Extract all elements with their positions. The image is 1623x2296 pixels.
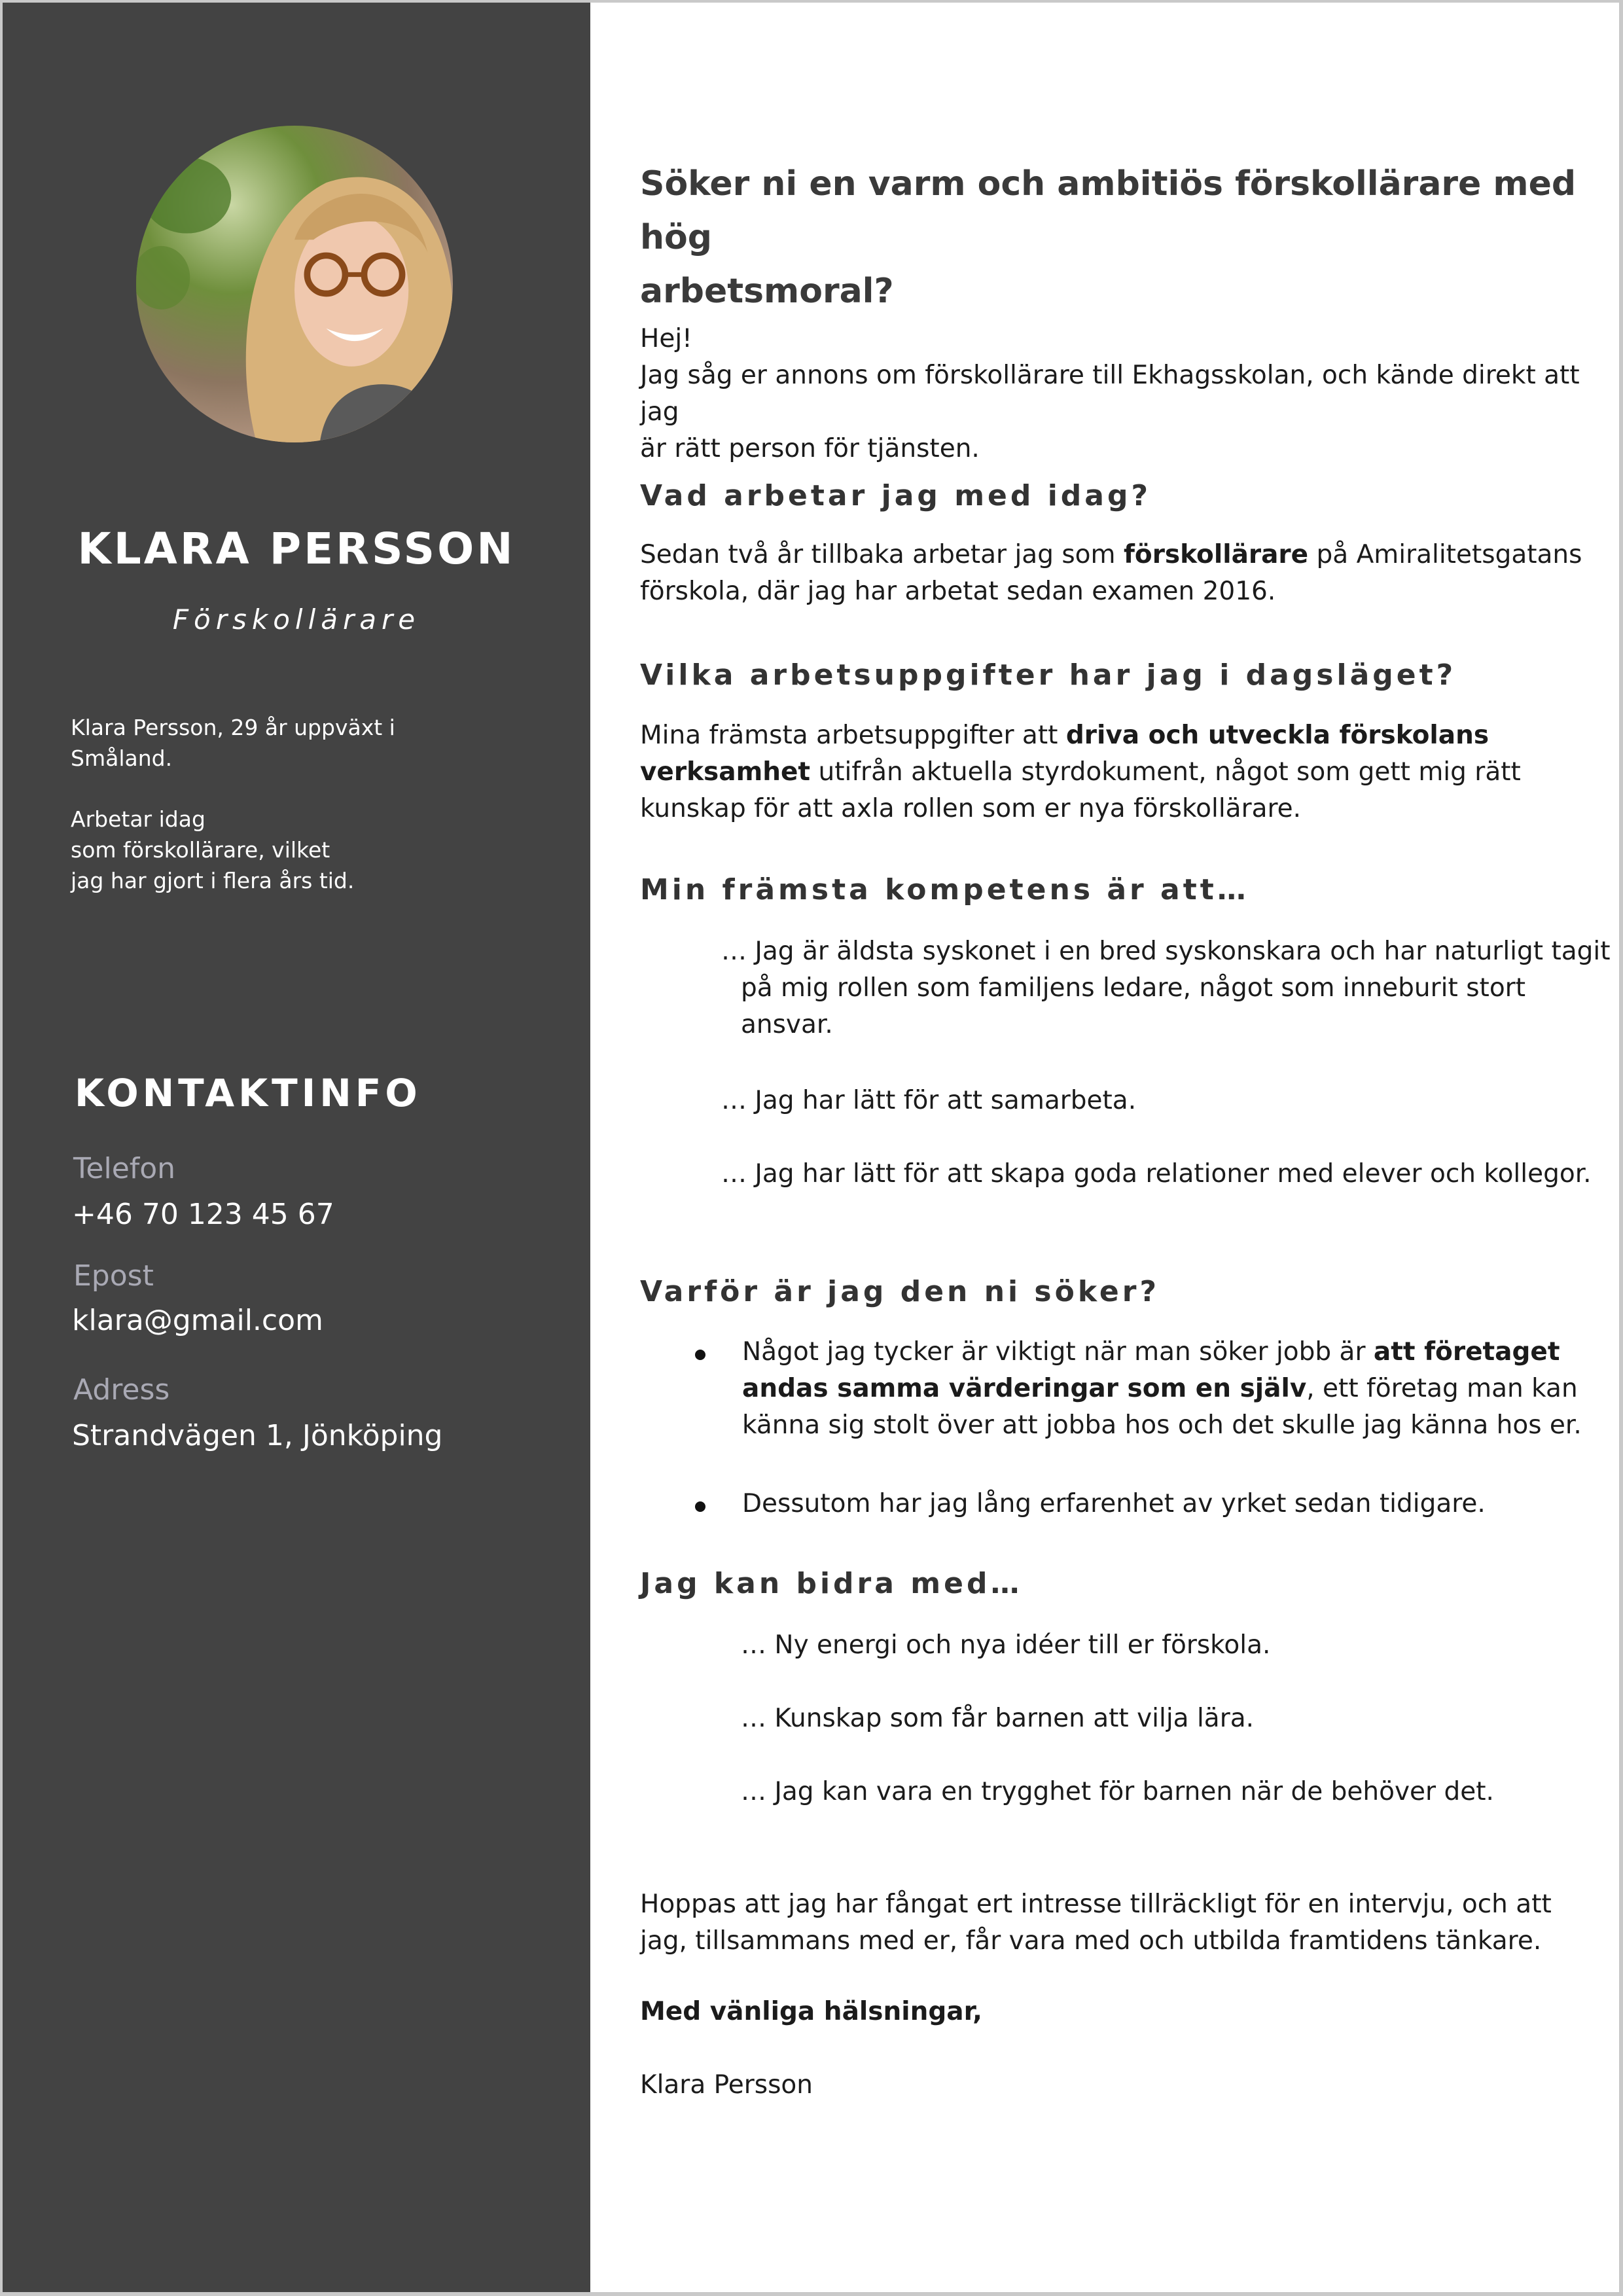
candidate-name: KLARA PERSSON [77,524,516,574]
intro-text [71,712,542,926]
intro-line: jag har gjort i flera års tid. [71,868,355,893]
section-title: Jag kan bidra med… [640,1567,1023,1600]
letter-headline [640,157,1582,318]
opening-line: Jag såg er annons om förskollärare till Ekhagsskolan, och kände direkt att jag [640,361,1580,427]
headline-line: arbetsmoral? [640,272,894,311]
regards [640,1994,1582,2030]
list-item: … Jag är äldsta syskonet i en bred syskonskara och har naturligt tagit på mig rollen som familjens ledare, något som inneburit stort ansvar. [721,937,1611,1039]
phone-label: Telefon [73,1152,176,1185]
email-value: klara@gmail.com [72,1304,323,1337]
bullet-icon [695,1350,705,1360]
signature: Klara Persson [640,2070,813,2100]
section-title: Min främsta kompetens är att… [640,873,1249,906]
text-run: Något jag tycker är viktigt när man söker jobb är [742,1337,1374,1367]
section-title: Vad arbetar jag med idag? [640,479,1152,512]
candidate-role: Förskollärare [172,603,421,636]
regards-text: Med vänliga hälsningar, [640,1997,982,2026]
text-line: jag, tillsammans med er, får vara med och utbilda framtidens tänkare. [640,1926,1542,1956]
intro-line: som förskollärare, vilket [71,837,330,863]
text-run: Mina främsta arbetsuppgifter att [640,721,1066,750]
greeting: Hej! [640,324,692,353]
text-run: Sedan två år tillbaka arbetar jag som [640,540,1124,569]
headline-line: Söker ni en varm och ambitiös förskollärare med hög [640,164,1577,257]
text-run-bold: driva och utveckla förskolans [1065,721,1489,750]
profile-photo [136,126,453,442]
email-label: Epost [73,1259,154,1293]
bullet-item: Dessutom har jag lång erfarenhet av yrket sedan tidigare. [742,1489,1486,1518]
sidebar [3,3,590,2292]
list-item: … Kunskap som får barnen att vilja lära. [741,1704,1255,1733]
list-item: … Jag har lätt för att skapa goda relationer med elever och kollegor. [721,1159,1592,1189]
opening-line: är rätt person för tjänsten. [640,434,980,463]
cv-page [3,3,1619,2292]
intro-line: Klara Persson, 29 år uppväxt i [71,715,395,740]
opening-paragraph [640,321,1582,467]
bullet-item [742,1334,1593,1444]
intro-line: Småland. [71,745,173,771]
text-run: på Amiralitetsgatans [1308,540,1582,569]
closing-paragraph [640,1886,1582,1960]
list-item: … Jag har lätt för att samarbeta. [721,1086,1137,1115]
text-run: utifrån aktuella styrdokument, något som gett mig rätt [810,757,1521,787]
phone-value: +46 70 123 45 67 [72,1198,334,1231]
text-run-bold: att företaget andas samma värderingar som en själv [742,1337,1560,1403]
address-value: Strandvägen 1, Jönköping [72,1419,443,1452]
intro-line: Arbetar idag [71,806,205,832]
contact-title: KONTAKTINFO [75,1071,421,1115]
section-title: Vilka arbetsuppgifter har jag i dagsläget? [640,658,1457,692]
section-title: Varför är jag den ni söker? [640,1275,1160,1308]
section-1-text [640,537,1582,610]
list-item: … Ny energi och nya idéer till er förskola. [741,1630,1271,1660]
text-run: , ett företag man kan känna sig stolt över att jobba hos och det skulle jag känna hos er. [742,1374,1582,1440]
text-line: förskola, där jag har arbetat sedan examen 2016. [640,577,1276,606]
bullet-icon [695,1501,705,1512]
list-item: … Jag kan vara en trygghet för barnen när de behöver det. [741,1777,1494,1806]
text-line: kunskap för att axla rollen som er nya förskollärare. [640,794,1302,823]
section-2-text [640,717,1582,827]
text-line: Hoppas att jag har fångat ert intresse tillräckligt för en intervju, och att [640,1890,1552,1919]
text-run-bold: verksamhet [640,757,811,787]
text-run-bold: förskollärare [1123,540,1309,569]
address-label: Adress [73,1373,170,1407]
